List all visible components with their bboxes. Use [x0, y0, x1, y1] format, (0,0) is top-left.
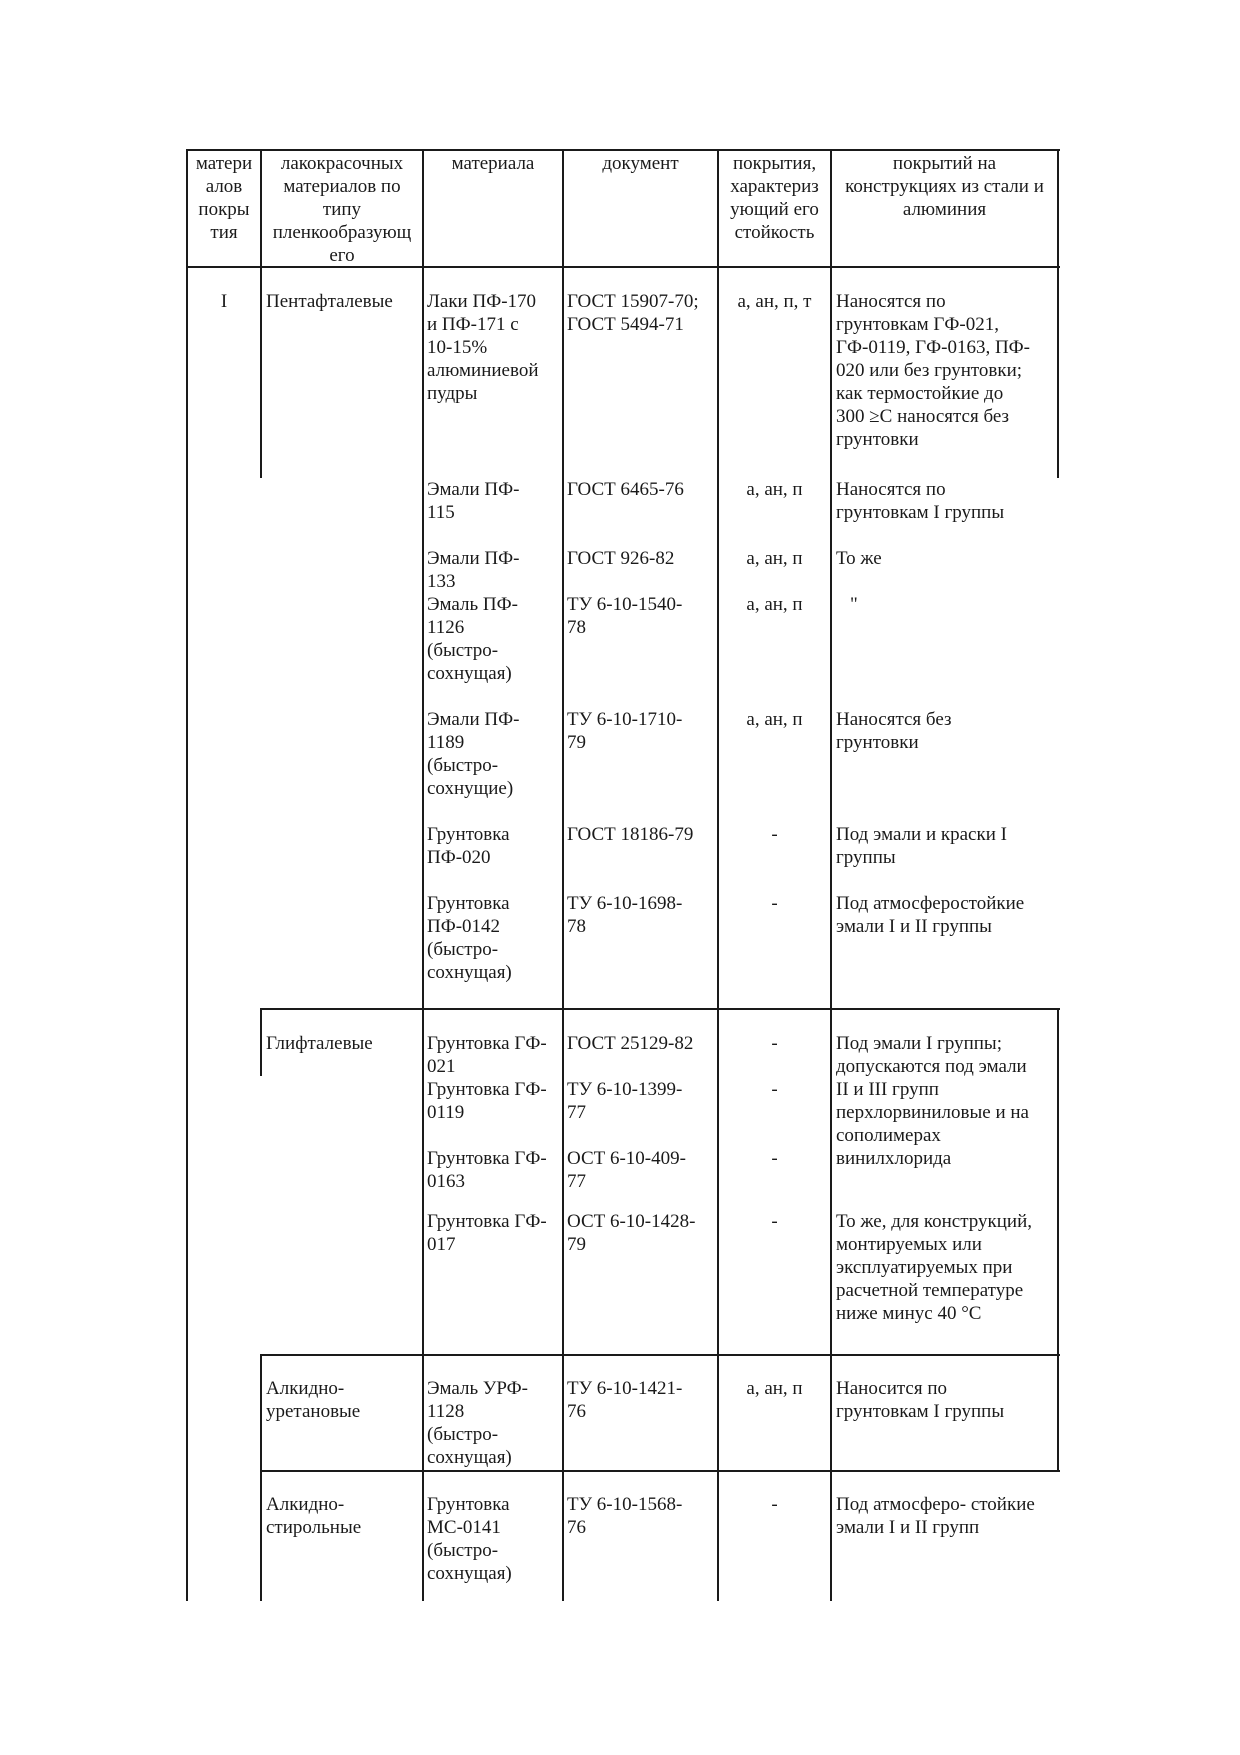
document-cell: ГОСТ 6465-76 — [567, 479, 684, 500]
table-top-border — [186, 149, 1060, 151]
material-cell: Эмаль УРФ- 1128 (быстро- сохнущая) — [427, 1378, 528, 1468]
document-cell: ГОСТ 15907-70; ГОСТ 5494-71 — [567, 291, 699, 335]
material-cell: Лаки ПФ-170 и ПФ-171 с 10-15% алюминиевой пудры — [427, 291, 539, 404]
material-cell: Грунтовка МС-0141 (быстро- сохнущая) — [427, 1494, 512, 1584]
section-divider-alkyd-urethane — [260, 1470, 1060, 1472]
group-number: I — [220, 291, 228, 312]
type-alkyd-urethane: Алкидно- уретановые — [266, 1378, 361, 1422]
note-cell: Наносятся по грунтовкам ГФ-021, ГФ-0119, ГФ-0163, ПФ- 020 или без грунтовки; как термостойкие до 300 ≥С наносятся без грунтовки — [836, 291, 1030, 450]
material-cell: Грунтовка ПФ-020 — [427, 824, 510, 868]
resistance-cell: - — [771, 1211, 778, 1232]
document-cell: ОСТ 6-10-409- 77 — [567, 1148, 686, 1192]
table-right-border-lower — [1057, 1008, 1059, 1355]
column-divider-5 — [830, 149, 832, 1601]
resistance-cell: а, ан, п — [746, 1378, 803, 1399]
note-cell: Под эмали I группы; допускаются под эмали II и III групп перхлорвиниловые и на сополимерах винилхлорида — [836, 1033, 1029, 1169]
column-divider-2 — [422, 149, 424, 1601]
column-divider-1-bottom — [260, 1354, 262, 1601]
document-cell: ТУ 6-10-1421- 76 — [567, 1378, 683, 1422]
header-col4: документ — [602, 153, 679, 174]
column-divider-3 — [562, 149, 564, 1601]
resistance-cell: а, ан, п, т — [737, 291, 812, 312]
material-cell: Эмали ПФ- 133 — [427, 548, 520, 592]
note-cell: Под эмали и краски I группы — [836, 824, 1007, 868]
resistance-cell: - — [771, 1148, 778, 1169]
material-cell: Эмали ПФ- 115 — [427, 479, 520, 523]
document-cell: ТУ 6-10-1568- 76 — [567, 1494, 683, 1538]
resistance-cell: а, ан, п — [746, 548, 803, 569]
document-cell: ТУ 6-10-1710- 79 — [567, 709, 683, 753]
note-cell: То же, для конструкций, монтируемых или эксплуатируемых при расчетной температуре ниже минус 40 °С — [836, 1211, 1033, 1324]
column-divider-1-lower — [260, 1008, 262, 1076]
document-cell: ТУ 6-10-1698- 78 — [567, 893, 683, 937]
document-cell: ГОСТ 25129-82 — [567, 1033, 694, 1054]
note-cell: Наносятся без грунтовки — [836, 709, 952, 753]
document-cell: ТУ 6-10-1399- 77 — [567, 1079, 683, 1123]
material-cell: Эмаль ПФ- 1126 (быстро- сохнущая) — [427, 594, 518, 684]
resistance-cell: а, ан, п — [746, 479, 803, 500]
resistance-cell: - — [771, 1079, 778, 1100]
note-cell: " — [850, 594, 858, 615]
material-cell: Грунтовка ПФ-0142 (быстро- сохнущая) — [427, 893, 512, 983]
note-cell: То же — [836, 548, 882, 569]
header-col1: матери алов покры тия — [195, 153, 253, 243]
note-cell: Под атмосферостойкие эмали I и II группы — [836, 893, 1025, 937]
resistance-cell: - — [771, 1033, 778, 1054]
section-divider-pentaphthalic — [260, 1008, 1060, 1010]
header-col5: покрытия, характериз ующий его стойкость — [730, 153, 819, 243]
material-cell: Грунтовка ГФ- 0163 — [427, 1148, 547, 1192]
resistance-cell: - — [771, 1494, 778, 1515]
resistance-cell: - — [771, 824, 778, 845]
material-cell: Эмали ПФ- 1189 (быстро- сохнущие) — [427, 709, 520, 799]
resistance-cell: а, ан, п — [746, 709, 803, 730]
type-alkyd-styrene: Алкидно- стирольные — [266, 1494, 362, 1538]
note-cell: Наносятся по грунтовкам I группы — [836, 479, 1005, 523]
type-pentaphthalic: Пентафталевые — [266, 291, 393, 312]
document-cell: ТУ 6-10-1540- 78 — [567, 594, 683, 638]
resistance-cell: - — [771, 893, 778, 914]
table-left-border — [186, 149, 188, 1601]
type-glyphthalic: Глифталевые — [266, 1033, 373, 1054]
document-cell: ОСТ 6-10-1428- 79 — [567, 1211, 696, 1255]
document-cell: ГОСТ 926-82 — [567, 548, 675, 569]
header-col3: материала — [451, 153, 535, 174]
section-divider-glyphthalic — [260, 1354, 1060, 1356]
table-right-border-bottom — [1057, 1354, 1059, 1470]
document-cell: ГОСТ 18186-79 — [567, 824, 694, 845]
table-right-border — [1057, 149, 1059, 478]
header-col6: покрытий на конструкциях из стали и алюминия — [845, 153, 1044, 220]
note-cell: Под атмосферо- стойкие эмали I и II групп — [836, 1494, 1035, 1538]
header-col2: лакокрасочных материалов по типу пленкообразующ его — [272, 153, 412, 266]
material-cell: Грунтовка ГФ- 0119 — [427, 1079, 547, 1123]
material-cell: Грунтовка ГФ- 021 — [427, 1033, 547, 1077]
resistance-cell: а, ан, п — [746, 594, 803, 615]
note-cell: Наносится по грунтовкам I группы — [836, 1378, 1005, 1422]
material-cell: Грунтовка ГФ- 017 — [427, 1211, 547, 1255]
